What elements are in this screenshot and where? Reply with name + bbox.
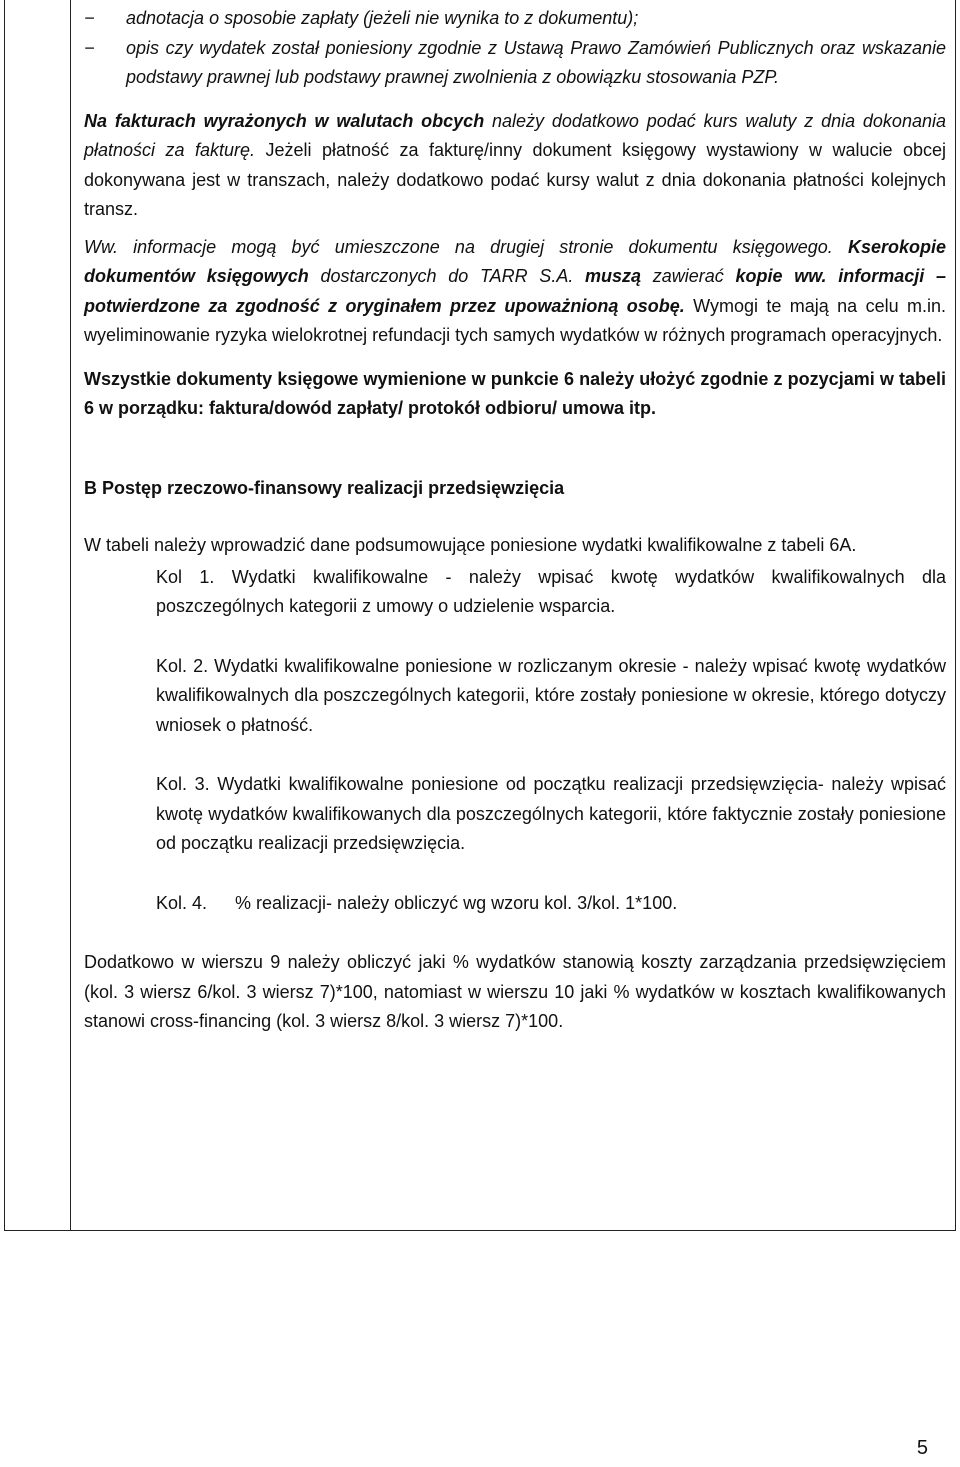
bold-text: kopie ww. informacji – potwierdzone za zgodność z oryginałem przez upoważnioną osobę.: [84, 266, 946, 316]
text: zawierać: [641, 266, 736, 286]
column-2-description: Kol. 2. Wydatki kwalifikowalne poniesione w rozliczanym okresie - należy wpisać kwotę wydatków kwalifikowalnych dla poszczególnych kategorii, które zostały poniesione w okresie, którego dotyczy wniosek o płatność.: [156, 655, 946, 735]
text: Wymogi te mają na celu m.in. wyeliminowanie ryzyka wielokrotnej refundacji tych samych wydatków w różnych programach operacyjnych.: [84, 295, 946, 345]
paragraph-additional: Dodatkowo w wierszu 9 należy obliczyć jaki % wydatków stanowią koszty zarządzania przedsięwzięciem (kol. 3 wiersz 6/kol. 3 wiersz 7)*100, natomiast w wierszu 10 jaki % wydatków w kosztach kwalifikowanych stanowi cross-financing (kol. 3 wiersz 8/kol. 3 wiersz 7)*100.: [84, 952, 946, 1031]
bold-text: Kserokopie dokumentów księgowych: [84, 236, 946, 286]
text: należy dodatkowo podać kurs waluty z dnia dokonania płatności za fakturę.: [84, 110, 946, 160]
section-b-heading: B Postęp rzeczowo-finansowy realizacji przedsięwzięcia: [84, 477, 565, 498]
bold-text: Na fakturach wyrażonych w walutach obcych: [84, 110, 485, 131]
column-divider: [70, 0, 71, 1231]
bullet-text: opis czy wydatek został poniesiony zgodnie z Ustawą Prawo Zamówień Publicznych oraz wskazanie podstawy prawnej lub podstawy prawnej zwolnienia z obowiązku stosowania PZP.: [126, 37, 946, 87]
paragraph-copies: [84, 233, 946, 351]
paragraph-documents-order: Wszystkie dokumenty księgowe wymienione w punkcie 6 należy ułożyć zgodnie z pozycjami w tabeli 6 w porządku: faktura/dowód zapłaty/ protokół odbioru/ umowa itp.: [84, 368, 946, 418]
page-number: 5: [916, 1437, 928, 1459]
column-1-description: Kol 1. Wydatki kwalifikowalne - należy wpisać kwotę wydatków kwalifikowalnych dla poszczególnych kategorii z umowy o udzielenie wsparcia.: [156, 566, 946, 616]
bullet-pzp-note: [84, 34, 946, 93]
bullet-dash: −: [84, 8, 95, 28]
section-b-intro: W tabeli należy wprowadzić dane podsumowujące poniesione wydatki kwalifikowalne z tabeli 6A.: [84, 535, 857, 555]
bullet-payment-note: [84, 4, 946, 34]
bullet-dash: −: [84, 37, 95, 58]
column-3-description: Kol. 3. Wydatki kwalifikowalne poniesione od początku realizacji przedsięwzięcia- należy wpisać kwotę wydatków kwalifikowanych dla poszczególnych kategorii, które faktycznie zostały poniesione od początku realizacji przedsięwzięcia.: [156, 774, 946, 853]
bold-text: muszą: [585, 266, 642, 286]
bullet-text: adnotacja o sposobie zapłaty (jeżeli nie wynika to z dokumentu);: [126, 8, 639, 28]
paragraph-foreign-currency: [84, 107, 946, 225]
document-body: [84, 4, 946, 1037]
text: Jeżeli płatność za fakturę/inny dokument księgowy wystawiony w walucie obcej dokonywana jest w transzach, należy dodatkowo podać kursy walut z dnia dokonania płatności kolejnych transz.: [84, 140, 946, 219]
column-4-label: Kol. 4.: [156, 892, 208, 913]
text: dostarczonych do TARR S.A.: [308, 266, 586, 286]
text: Ww. informacje mogą być umieszczone na drugiej stronie dokumentu księgowego.: [84, 236, 848, 257]
column-4-description: [84, 889, 946, 919]
column-4-text: % realizacji- należy obliczyć wg wzoru kol. 3/kol. 1*100.: [235, 892, 678, 913]
